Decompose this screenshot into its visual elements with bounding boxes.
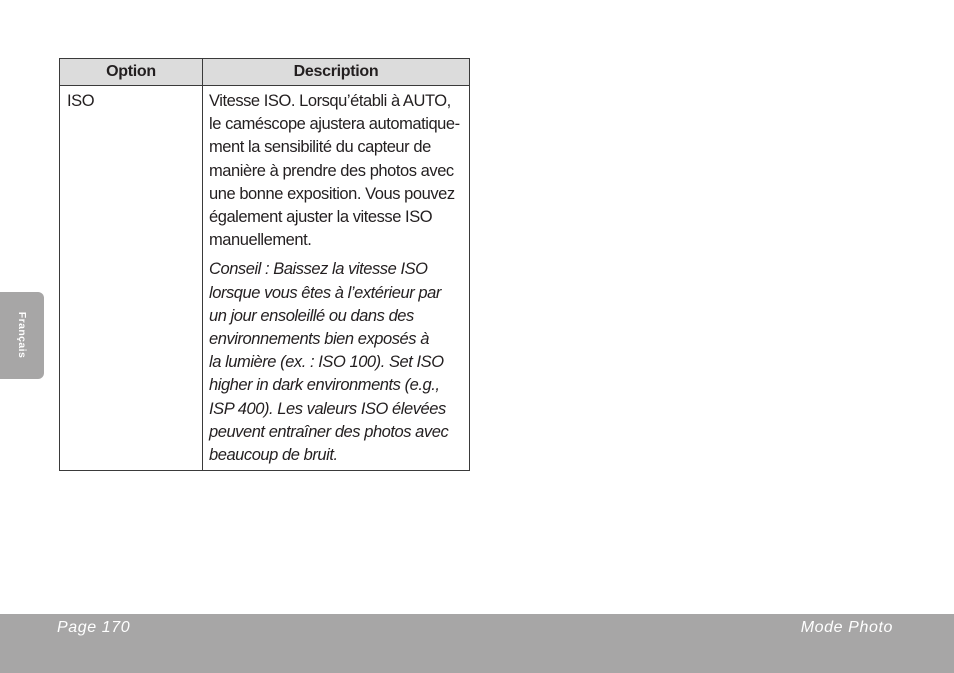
description-line: Vitesse ISO. Lorsqu’établi à AUTO, (209, 92, 451, 110)
tip-line: Conseil : Baissez la vitesse ISO (209, 260, 428, 279)
option-cell: ISO (60, 86, 203, 471)
description-line: ment la sensibilité du capteur de (209, 138, 431, 157)
language-tab-label: Français (16, 311, 28, 359)
description-line: le caméscope ajustera automatique- (209, 115, 460, 134)
tip-line: beaucoup de bruit. (209, 446, 338, 465)
table-row (60, 86, 470, 471)
description-line: une bonne exposition. Vous pouvez (209, 184, 455, 203)
tip-text (209, 258, 463, 467)
description-line: manière à prendre des photos avec (209, 161, 454, 180)
footer-bar (0, 614, 954, 673)
section-title: Mode Photo (800, 619, 893, 636)
language-tab (0, 292, 44, 379)
description-line: également ajuster la vitesse ISO (209, 208, 433, 227)
tip-line: higher in dark environments (e.g., (209, 376, 440, 395)
description-cell (203, 86, 470, 471)
tip-line: un jour ensoleillé ou dans des (209, 306, 414, 325)
tip-line: environnements bien exposés à (209, 330, 429, 349)
description-line: manuellement. (209, 231, 312, 250)
tip-line: ISP 400). Les valeurs ISO élevées (209, 399, 446, 418)
tip-line: lorsque vous êtes à l’extérieur par (209, 283, 441, 302)
page-number: Page 170 (57, 619, 131, 636)
header-description: Description (203, 59, 470, 86)
table-header-row (60, 59, 470, 86)
tip-line: la lumière (ex. : ISO 100). Set ISO (209, 353, 444, 372)
options-table (59, 58, 470, 471)
header-option: Option (60, 59, 203, 86)
description-text (209, 90, 463, 252)
tip-line: peuvent entraîner des photos avec (209, 422, 449, 441)
